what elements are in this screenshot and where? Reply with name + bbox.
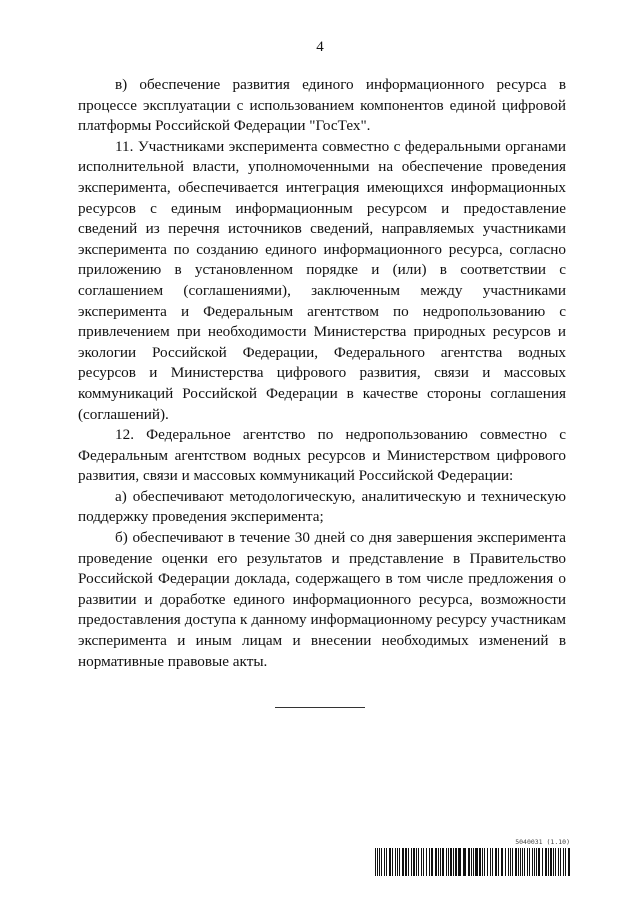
page-number: 4 (316, 39, 324, 55)
barcode-bar (402, 848, 404, 876)
barcode-bar (471, 848, 472, 876)
barcode-bar (375, 848, 376, 876)
barcode-bar (389, 848, 391, 876)
barcode-bar (536, 848, 537, 876)
barcode-bar (487, 848, 488, 876)
barcode-bar (423, 848, 424, 876)
barcode-bar (453, 848, 454, 876)
barcode-bar (529, 848, 530, 876)
barcode-bar (431, 848, 433, 876)
barcode-bar (377, 848, 378, 876)
barcode-bar (560, 848, 561, 876)
document-code: 5040031 (1.10) (515, 838, 570, 846)
barcode-bar (448, 848, 449, 876)
barcode-bar (512, 848, 513, 876)
barcode-bar (495, 848, 497, 876)
barcode-bar (545, 848, 547, 876)
barcode-bar (475, 848, 478, 876)
barcode-bar (379, 848, 380, 876)
barcode-bar (563, 848, 564, 876)
barcode-bar (548, 848, 549, 876)
barcode-bar (524, 848, 525, 876)
barcode-bar (558, 848, 559, 876)
barcode-bar (568, 848, 570, 876)
barcode-bar (397, 848, 398, 876)
barcode-bar (505, 848, 506, 876)
barcode-bar (386, 848, 387, 876)
barcode-bar (438, 848, 439, 876)
barcode-bar (405, 848, 407, 876)
barcode-bar (479, 848, 481, 876)
document-body (78, 75, 566, 672)
barcode-bar (418, 848, 419, 876)
barcode-bar (492, 848, 493, 876)
barcode-bar (429, 848, 430, 876)
barcode-bar (399, 848, 400, 876)
barcode-bar (538, 848, 540, 876)
barcode-bar (442, 848, 444, 876)
barcode-bar (381, 848, 382, 876)
barcode-bar (450, 848, 452, 876)
barcode-bar (508, 848, 509, 876)
barcode-icon (375, 848, 570, 876)
barcode-bar (527, 848, 528, 876)
paragraph-12-b: б) обеспечивают в течение 30 дней со дня завершения эксперимента проведение оценки его результатов и представление в Правительство Российской Федерации доклада, содержащего в том числе предложения о развитии и доработке единого информационного ресурса, возможности предоставления доступа к данному информационному ресурсу участникам эксперимента и иным лицам и внесении необходимых изменений в нормативные правовые акты. (78, 529, 566, 670)
barcode-bar (455, 848, 457, 876)
barcode-bar (484, 848, 485, 876)
end-separator-line (275, 707, 365, 708)
barcode-bar (413, 848, 415, 876)
barcode-bar (384, 848, 385, 876)
barcode-bar (408, 848, 409, 876)
barcode-bar (550, 848, 552, 876)
barcode-bar (522, 848, 523, 876)
barcode-bar (555, 848, 556, 876)
barcode-bar (416, 848, 417, 876)
barcode-bar (482, 848, 483, 876)
barcode-bar (426, 848, 427, 876)
barcode-bar (565, 848, 566, 876)
barcode-bar (435, 848, 437, 876)
barcode-bar (515, 848, 517, 876)
barcode-bar (463, 848, 466, 876)
barcode-bar (501, 848, 503, 876)
paragraph-12-a: а) обеспечивают методологическую, аналитическую и техническую поддержку проведения эксперимента; (78, 487, 566, 526)
paragraph-10-v: в) обеспечение развития единого информационного ресурса в процессе эксплуатации с использованием компонентов единой цифровой платформы Российской Федерации "ГосТех". (78, 76, 566, 135)
barcode-bar (458, 848, 461, 876)
barcode-bar (532, 848, 533, 876)
barcode-bar (421, 848, 422, 876)
paragraph-12: 12. Федеральное агентство по недропользованию совместно с Федеральным агентством водных ресурсов и Министерством цифрового развития, связи и массовых коммуникаций Российской Федерации: (78, 426, 566, 485)
barcode-bar (534, 848, 535, 876)
barcode-bar (392, 848, 393, 876)
barcode-bar (542, 848, 543, 876)
barcode-bar (490, 848, 491, 876)
barcode-bar (440, 848, 441, 876)
barcode-bar (411, 848, 412, 876)
barcode-bar (446, 848, 447, 876)
barcode-bar (498, 848, 499, 876)
barcode-bar (510, 848, 511, 876)
barcode-bar (518, 848, 519, 876)
barcode-bar (553, 848, 554, 876)
paragraph-11: 11. Участниками эксперимента совместно с федеральными органами исполнительной власти, уполномоченными на обеспечение проведения эксперимента, обеспечивается интеграция имеющихся информационных ресурсов с единым информационным ресурсом и предоставление сведений из перечня источников сведений, направляемых участниками эксперимента по созданию единого информационного ресурса, согласно приложению в установленном порядке и (или) в соответствии с соглашением (соглашениями), заключенным между участниками эксперимента и Федеральным агентством по недропользованию с привлечением при необходимости Министерства природных ресурсов и экологии Российской Федерации, Федерального агентства водных ресурсов и Министерства цифрового развития, связи и массовых коммуникаций Российской Федерации в качестве стороны соглашения (соглашений). (78, 137, 566, 423)
barcode-bar (473, 848, 474, 876)
barcode-bar (468, 848, 470, 876)
barcode-bar (395, 848, 396, 876)
barcode-bar (520, 848, 521, 876)
